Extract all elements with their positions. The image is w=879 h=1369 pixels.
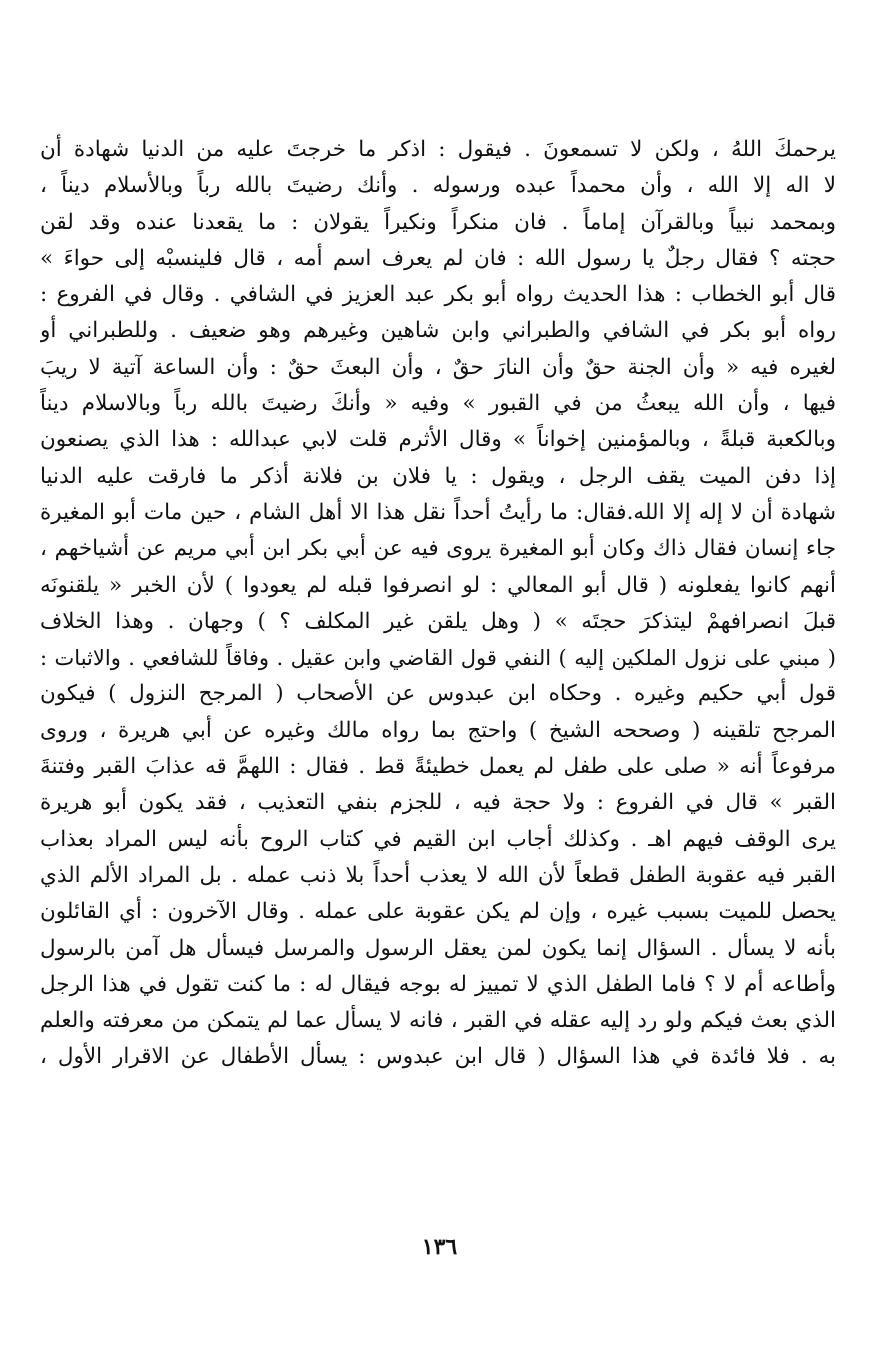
text-line: لا اله إلا الله ، وأن محمداً عبده ورسوله . وأنك رضيتَ بالله رباً وبالأسلام ديناً ، [40,173,836,199]
text-line: جاء إنسان فقال ذاك وكان أبو المغيرة يروى فيه عن أبي بكر ابن أبي مريم عن أشياخهم ، [40,536,836,562]
page-number: ١٣٦ [421,1234,458,1260]
text-line: أنهم كانوا يفعلونه ( قال أبو المعالي : لو انصرفوا قبله لم يعودوا ) لأن الخبر « يلقنونَه [40,572,836,598]
text-line: وبمحمد نبياً وبالقرآن إماماً . فان منكراً ونكيراً يقولان : ما يقعدنا عنده وقد لقن [40,209,836,235]
text-line: القبر » قال في الفروع : ولا حجة فيه ، للجزم بنفي التعذيب ، فقد يكون أبو هريرة [40,790,836,816]
text-line: قول أبي حكيم وغيره . وحكاه ابن عبدوس عن الأصحاب ( المرجح النزول ) فيكون [40,681,836,707]
text-line: به . فلا فائدة في هذا السؤال ( قال ابن عبدوس : يسأل الأطفال عن الاقرار الأول ، [40,1044,836,1070]
body-text [40,132,836,1076]
text-line: القبر فيه عقوبة الطفل قطعاً لأن الله لا يعذب أحداً بلا ذنب عمله . بل المراد الألم الذي [40,862,836,888]
text-line: فيها ، وأن الله يبعثُ من في القبور » وفيه « وأنكَ رضيتَ بالله رباً وبالاسلام ديناً [40,391,836,417]
text-line: إذا دفن الميت يقف الرجل ، ويقول : يا فلان بن فلانة أذكر ما فارقت عليه الدنيا [40,463,836,489]
text-line: قبلَ انصرافهمْ ليتذكرَ حجتَه » ( وهل يلقن غير المكلف ؟ ) وجهان . وهذا الخلاف [40,608,836,634]
text-line: يرى الوقف فيهم اهـ . وكذلك أجاب ابن القيم في كتاب الروح بأنه ليس المراد بعذاب [40,826,836,852]
text-line: لغيره فيه « وأن الجنة حقٌ وأن النارَ حقٌ ، وأن البعثَ حقٌ : وأن الساعة آتية لا ريبَ [40,354,836,380]
text-line: وأطاعه أم لا ؟ فاما الطفل الذي لا تمييز له بوجه فيقال له : ما كنت تقول في هذا الرجل [40,971,836,997]
text-line: ( مبني على نزول الملكين إليه ) النفي قول القاضي وابن عقيل . وفاقاً للشافعي . والاثبات : [40,646,836,671]
text-line: شهادة أن لا إله إلا الله.فقال: ما رأيتُ أحداً نقل هذا الا أهل الشام ، حين مات أبو المغيرة [40,499,836,525]
text-line: يرحمكَ اللهُ ، ولكن لا تسمعونَ . فيقول : اذكر ما خرجتَ عليه من الدنيا شهادة أن [40,137,836,162]
text-line: الذي بعث فيكم ولو رد إليه عقله في القبر ، فانه لا يسأل عما لم يتمكن من معرفته والعلم [40,1008,836,1034]
text-line: حجته ؟ فقال رجلٌ يا رسول الله : فان لم يعرف اسم أمه ، قال فلينسبْه إلى حواءَ » [40,245,836,271]
text-line: رواه أبو بكر في الشافي والطبراني وابن شاهين وغيرهم وهو ضعيف . وللطبراني أو [40,318,836,344]
text-line: قال أبو الخطاب : هذا الحديث رواه أبو بكر عبد العزيز في الشافي . وقال في الفروع : [40,282,836,308]
text-line: مرفوعاً أنه « صلى على طفل لم يعمل خطيئةً قط . فقال : اللهمَّ قه عذابَ القبر وفتنةَ [40,754,836,780]
text-line: بأنه لا يسأل . السؤال إنما يكون لمن يعقل الرسول والمرسل فيسأل هل آمن بالرسول [40,935,836,961]
text-line: يحصل للميت بسبب غيره ، وإن لم يكن عقوبة على عمله . وقال الآخرون : أي القائلون [40,899,836,925]
text-line: المرجح تلقينه ( وصححه الشيخ ) واحتج بما رواه مالك وغيره عن أبي هريرة ، وروى [40,717,836,743]
text-line: وبالكعبة قبلةً ، وبالمؤمنين إخواناً » وقال الأثرم قلت لابي عبدالله : هذا الذي يصنعون [40,427,836,453]
